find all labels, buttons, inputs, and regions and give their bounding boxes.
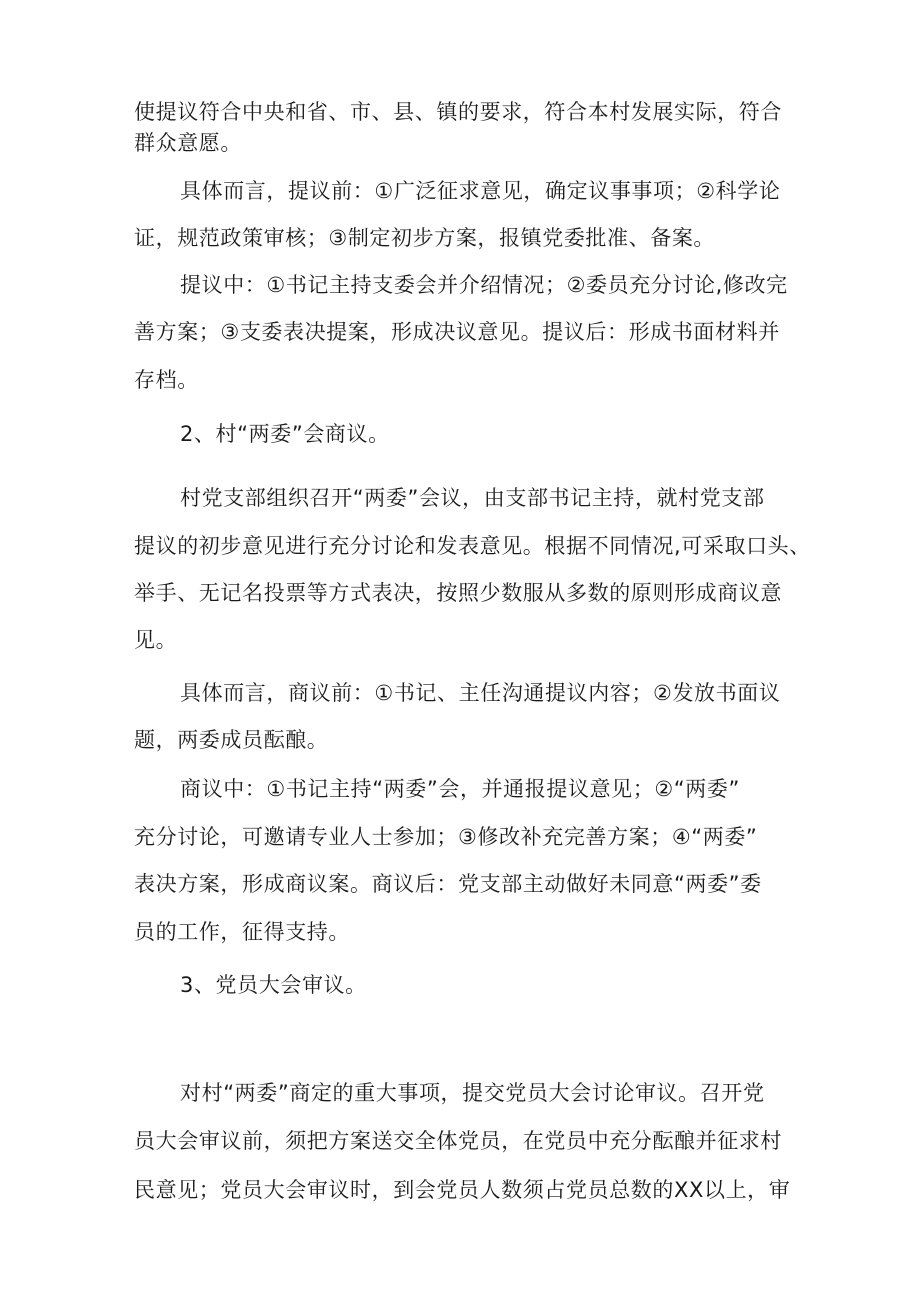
section-heading: 3、党员大会审议。 [180,973,367,997]
text-line: 民意见；党员大会审议时，到会党员人数须占党员总数的XX以上，审 [134,1178,791,1202]
text-line: 商议中：①书记主持“两委”会，并通报提议意见；②“两委” [180,777,740,801]
text-line: 见。 [134,628,178,652]
text-line: 提议中：①书记主持支委会并介绍情况；②委员充分讨论,修改完 [180,273,788,297]
text-line: 存档。 [134,368,199,392]
text-line: 群众意愿。 [134,131,242,155]
text-line: 表决方案，形成商议案。商议后：党支部主动做好未同意“两委”委 [134,872,762,896]
text-line: 村党支部组织召开“两委”会议，由支部书记主持，就村党支部 [180,486,765,510]
text-line: 题，两委成员酝酿。 [134,728,329,752]
text-line: 证，规范政策审核；③制定初步方案，报镇党委批准、备案。 [134,226,716,250]
text-line: 对村“两委”商定的重大事项，提交党员大会讨论审议。召开党 [180,1081,765,1105]
text-line: 员的工作，征得支持。 [134,920,350,944]
text-line: 使提议符合中央和省、市、县、镇的要求，符合本村发展实际，符合 [134,100,782,124]
text-line: 员大会审议前，须把方案送交全体党员，在党员中充分酝酿并征求村 [134,1129,782,1153]
text-line: 举手、无记名投票等方式表决，按照少数服从多数的原则形成商议意 [134,581,782,605]
text-line: 善方案；③支委表决提案，形成决议意见。提议后：形成书面材料并 [134,320,780,344]
section-heading: 2、村“两委”会商议。 [180,422,390,446]
text-line: 提议的初步意见进行充分讨论和发表意见。根据不同情况,可采取口头、 [134,534,811,558]
text-line: 具体而言，商议前：①书记、主任沟通提议内容；②发放书面议 [180,681,781,705]
text-line: 充分讨论，可邀请专业人士参加；③修改补充完善方案；④“两委” [134,825,758,849]
text-line: 具体而言，提议前：①广泛征求意见，确定议事事项；②科学论 [180,179,781,203]
